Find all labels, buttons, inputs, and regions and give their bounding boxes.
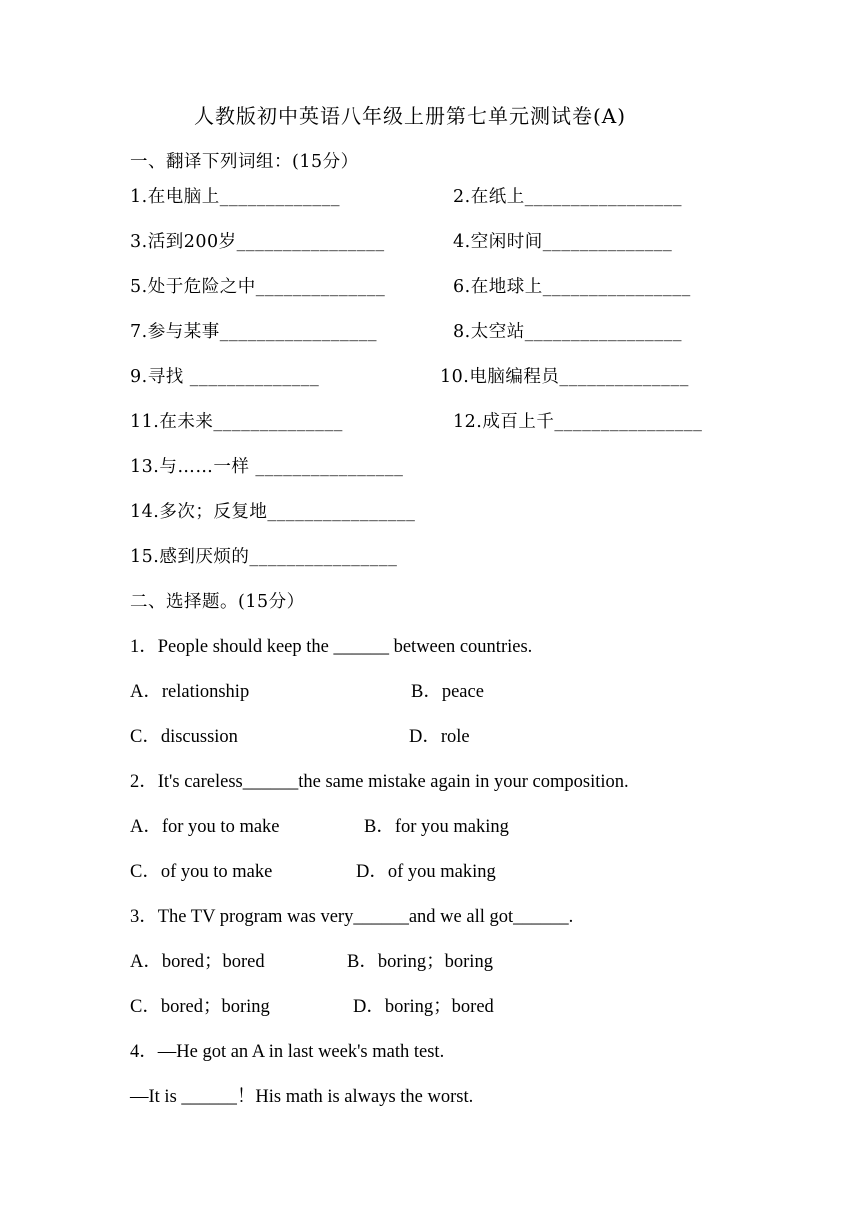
page-title: 人教版初中英语八年级上册第七单元测试卷(A): [194, 104, 627, 128]
translation-item-15: 15.感到厌烦的________________: [130, 547, 398, 567]
translation-item-6: 6.在地球上________________: [453, 277, 691, 297]
question-2-option-d: D．of you making: [356, 862, 496, 882]
translation-item-8: 8.太空站_________________: [453, 322, 682, 342]
translation-item-3: 3.活到200岁________________: [130, 232, 385, 252]
question-3-stem: 3．The TV program was very______and we all got______.: [130, 907, 574, 927]
translation-item-9: 9.寻找 ______________: [130, 367, 320, 387]
section2-heading: 二、选择题。(15分）: [130, 592, 305, 612]
question-2-option-c: C．of you to make: [130, 862, 273, 882]
question-4-stem: 4．—He got an A in last week's math test.: [130, 1042, 445, 1062]
translation-item-5: 5.处于危险之中______________: [130, 277, 386, 297]
question-2-option-a: A．for you to make: [130, 817, 280, 837]
translation-item-11: 11.在未来______________: [130, 412, 343, 432]
question-1-option-d: D．role: [409, 727, 470, 747]
translation-item-14: 14.多次；反复地________________: [130, 502, 416, 522]
translation-item-1: 1.在电脑上_____________: [130, 187, 340, 207]
question-1-option-c: C．discussion: [130, 727, 238, 747]
translation-item-2: 2.在纸上_________________: [453, 187, 682, 207]
question-1-stem: 1．People should keep the ______ between countries.: [130, 637, 533, 657]
question-1-option-a: A．relationship: [130, 682, 250, 702]
question-3-option-c: C．bored；boring: [130, 997, 270, 1017]
question-4-reply: —It is ______！His math is always the worst.: [130, 1087, 474, 1107]
question-1-option-b: B．peace: [411, 682, 484, 702]
question-3-option-d: D．boring；bored: [353, 997, 494, 1017]
question-3-option-b: B．boring；boring: [347, 952, 493, 972]
translation-item-7: 7.参与某事_________________: [130, 322, 377, 342]
translation-item-12: 12.成百上千________________: [453, 412, 703, 432]
question-3-option-a: A．bored；bored: [130, 952, 265, 972]
translation-item-13: 13.与……一样 ________________: [130, 457, 404, 477]
translation-item-4: 4.空闲时间______________: [453, 232, 673, 252]
question-2-option-b: B．for you making: [364, 817, 509, 837]
translation-item-10: 10.电脑编程员______________: [440, 367, 689, 387]
section1-heading: 一、翻译下列词组：(15分）: [130, 152, 359, 172]
question-2-stem: 2．It's careless______the same mistake again in your composition.: [130, 772, 629, 792]
